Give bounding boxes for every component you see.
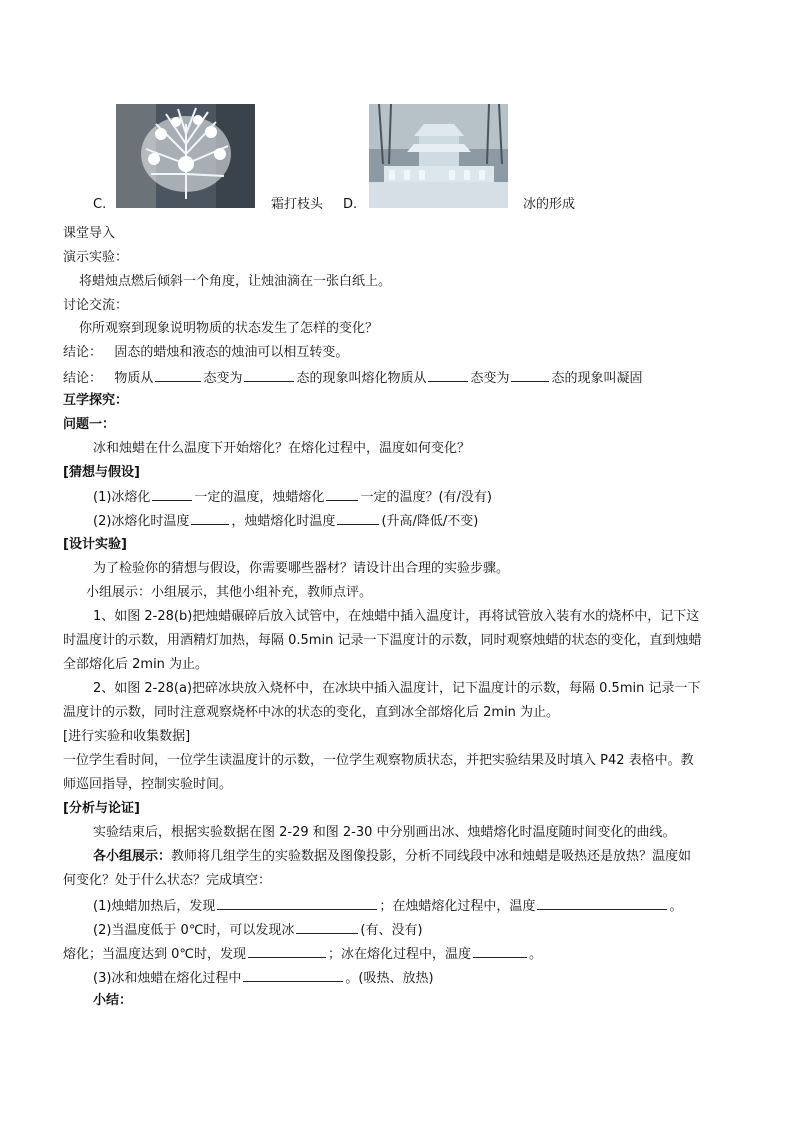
analysis-heading: [分析与论证] bbox=[63, 801, 140, 816]
fill-blank[interactable] bbox=[243, 968, 343, 982]
fill-1 bbox=[93, 896, 682, 916]
discuss-text: 你所观察到现象说明物质的状态发生了怎样的变化？ bbox=[79, 321, 379, 336]
group-show-text-1: 教师将几组学生的实验数据及图像投影，分析不同线段中冰和烛蜡是吸热还是放热？温度如 bbox=[171, 849, 692, 864]
fill-3 bbox=[93, 968, 434, 988]
fill-part: (2)当温度低于 0℃时，可以发现冰 bbox=[93, 923, 295, 938]
fill-blank[interactable] bbox=[473, 944, 527, 958]
step-1-line-1: 1、如图 2-28(b)把烛蜡碾碎后放入试管中，在烛蜡中插入温度计，再将试管放入装有水的烧杯中，记下这 bbox=[93, 609, 700, 624]
fill-part: 。 bbox=[529, 947, 543, 962]
option-d-label: D. bbox=[343, 197, 358, 212]
step-2-line-2: 温度计的示数，同时注意观察烧杯中冰的状态的变化，直到冰全部熔化后 2min 为止。 bbox=[63, 705, 560, 720]
design-heading: [设计实验] bbox=[63, 537, 127, 552]
conclusion-1-label: 结论： bbox=[63, 345, 103, 360]
collect-line-2: 师巡回指导，控制实验时间。 bbox=[63, 777, 233, 792]
fill-blank[interactable] bbox=[248, 944, 326, 958]
group-show-line-1 bbox=[93, 848, 691, 866]
fill-blank[interactable] bbox=[244, 368, 294, 382]
conclusion-2-part: 态的现象叫熔化物质从 bbox=[296, 371, 427, 386]
ice-sculpture-photo bbox=[369, 104, 508, 208]
class-intro-heading: 课堂导入 bbox=[63, 226, 116, 241]
fill-part: 。 bbox=[669, 899, 683, 914]
hypothesis-2 bbox=[93, 511, 478, 531]
frost-branch-photo bbox=[116, 104, 255, 208]
step-1-line-3: 全部熔化后 2min 为止。 bbox=[63, 657, 209, 672]
fill-2b bbox=[63, 944, 542, 964]
fill-blank[interactable] bbox=[337, 511, 379, 525]
fill-blank[interactable] bbox=[326, 487, 358, 501]
conclusion-2-part: 物质从 bbox=[114, 371, 154, 386]
hypothesis-1 bbox=[93, 487, 492, 507]
ice-caption: 冰的形成 bbox=[523, 197, 576, 212]
fill-part: (1)烛蜡加热后，发现 bbox=[93, 899, 216, 914]
fill-part: (有、没有) bbox=[360, 923, 423, 938]
hypothesis-heading: [猜想与假设] bbox=[63, 465, 140, 480]
conclusion-1-text: 固态的蜡烛和液态的烛油可以相互转变。 bbox=[114, 345, 349, 360]
conclusion-2 bbox=[63, 368, 643, 388]
question-1-text: 冰和烛蜡在什么温度下开始熔化？在熔化过程中，温度如何变化？ bbox=[93, 441, 471, 456]
conclusion-2-part: 态变为 bbox=[470, 371, 510, 386]
conclusion-1 bbox=[63, 344, 348, 362]
conclusion-2-label: 结论： bbox=[63, 371, 103, 386]
group-show-label: 各小组展示： bbox=[93, 849, 172, 864]
group-show-line-2: 何变化？处于什么状态？完成填空： bbox=[63, 873, 272, 888]
fill-2 bbox=[93, 920, 423, 940]
fill-blank[interactable] bbox=[537, 896, 667, 910]
hypothesis-part: (2)冰熔化时温度 bbox=[93, 514, 190, 529]
explore-heading: 互学探究： bbox=[63, 393, 129, 408]
fill-part: 熔化；当温度达到 0℃时，发现 bbox=[63, 947, 247, 962]
frost-caption: 霜打枝头 bbox=[271, 197, 324, 212]
fill-part: ；在烛蜡熔化过程中，温度 bbox=[379, 899, 536, 914]
hypothesis-part: ，烛蜡熔化时温度 bbox=[231, 514, 336, 529]
conclusion-2-part: 态变为 bbox=[203, 371, 243, 386]
step-2-line-1: 2、如图 2-28(a)把碎冰块放入烧杯中，在冰块中插入温度计，记下温度计的示数，每隔 0.5min 记录一下 bbox=[93, 681, 701, 696]
hypothesis-part: 一定的温度？(有/没有) bbox=[360, 490, 492, 505]
fill-blank[interactable] bbox=[296, 920, 358, 934]
hypothesis-part: (1)冰熔化 bbox=[93, 490, 151, 505]
fill-blank[interactable] bbox=[155, 368, 201, 382]
fill-blank[interactable] bbox=[217, 896, 377, 910]
collect-line-1: 一位学生看时间，一位学生读温度计的示数，一位学生观察物质状态，并把实验结果及时填入 P42 表格中。教 bbox=[63, 753, 694, 768]
group-show-text: 小组展示：小组展示，其他小组补充，教师点评。 bbox=[86, 585, 373, 600]
demo-heading: 演示实验： bbox=[63, 250, 129, 265]
fill-blank[interactable] bbox=[152, 487, 192, 501]
step-1-line-2: 时温度计的示数，用酒精灯加热，每隔 0.5min 记录一下温度计的示数，同时观察烛蜡的状态的变化，直到烛蜡 bbox=[63, 633, 702, 648]
summary-heading: 小结： bbox=[93, 993, 133, 1008]
discuss-heading: 讨论交流： bbox=[63, 298, 129, 313]
hypothesis-part: 一定的温度，烛蜡熔化 bbox=[194, 490, 325, 505]
fill-part: (3)冰和烛蜡在熔化过程中 bbox=[93, 971, 242, 986]
demo-text: 将蜡烛点燃后倾斜一个角度，让烛油滴在一张白纸上。 bbox=[79, 274, 392, 289]
fill-part: ；冰在熔化过程中，温度 bbox=[328, 947, 472, 962]
design-text: 为了检验你的猜想与假设，你需要哪些器材？请设计出合理的实验步骤。 bbox=[93, 561, 510, 576]
collect-heading: [进行实验和收集数据] bbox=[63, 729, 191, 744]
fill-blank[interactable] bbox=[428, 368, 468, 382]
fill-blank[interactable] bbox=[191, 511, 229, 525]
analysis-text: 实验结束后，根据实验数据在图 2-29 和图 2-30 中分别画出冰、烛蜡熔化时温度随时间变化的曲线。 bbox=[93, 825, 676, 840]
fill-blank[interactable] bbox=[511, 368, 549, 382]
option-c-label: C. bbox=[93, 197, 107, 212]
question-1-heading: 问题一： bbox=[63, 417, 116, 432]
conclusion-2-part: 态的现象叫凝固 bbox=[551, 371, 643, 386]
fill-part: 。(吸热、放热) bbox=[345, 971, 434, 986]
hypothesis-part: (升高/降低/不变) bbox=[381, 514, 479, 529]
